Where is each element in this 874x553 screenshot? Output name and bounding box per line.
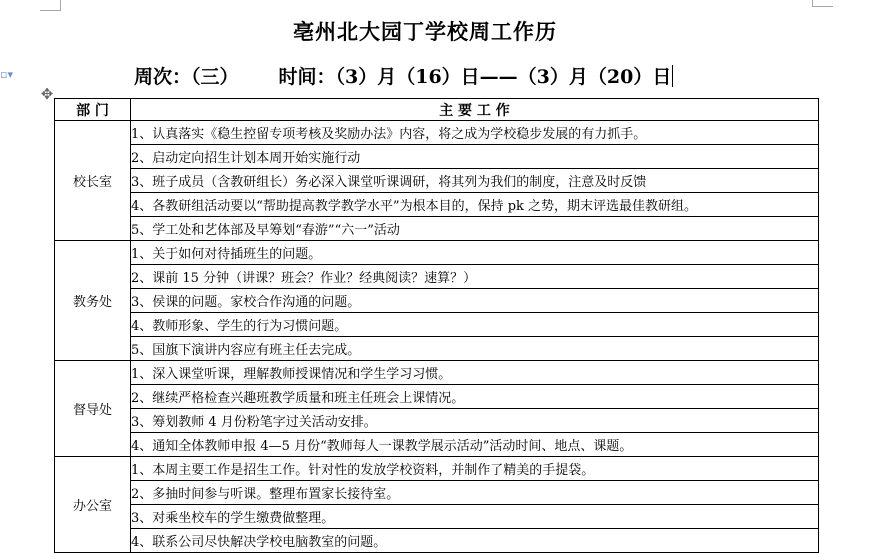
work-item-cell[interactable]: 5、国旗下演讲内容应有班主任去完成。 <box>131 337 819 361</box>
work-item-cell[interactable]: 2、多抽时间参与听课。整理布置家长接待室。 <box>131 481 819 505</box>
paragraph-marker-icon: ▫▾ <box>0 68 13 81</box>
dept-cell[interactable]: 办公室 <box>55 457 131 553</box>
crop-mark-top-left <box>40 0 61 11</box>
time-label: 时间：（3）月（16）日——（3）月（20）日 <box>278 66 672 88</box>
dept-cell[interactable]: 教务处 <box>55 241 131 361</box>
table-row <box>55 529 819 553</box>
work-item-cell[interactable]: 2、启动定向招生计划本周开始实施行动 <box>131 145 819 169</box>
table-row <box>55 385 819 409</box>
work-item-cell[interactable]: 5、学工处和艺体部及早筹划“春游”“六一”活动 <box>131 217 819 241</box>
work-item-cell[interactable]: 3、筹划教师 4 月份粉笔字过关活动安排。 <box>131 409 819 433</box>
work-item-cell[interactable]: 2、课前 15 分钟（讲课？班会？作业？经典阅读？速算？） <box>131 265 819 289</box>
work-item-cell[interactable]: 1、本周主要工作是招生工作。针对性的发放学校资料，并制作了精美的手提袋。 <box>131 457 819 481</box>
week-time-line <box>134 62 673 89</box>
table-row <box>55 193 819 217</box>
table-row <box>55 265 819 289</box>
table-row <box>55 361 819 385</box>
weekly-work-table <box>54 98 819 553</box>
crop-mark-top-right <box>812 0 833 7</box>
header-work: 主 要 工 作 <box>131 99 819 121</box>
work-item-cell[interactable]: 4、通知全体教师申报 4—5 月份“教师每人一课教学展示活动”活动时间、地点、课题。 <box>131 433 819 457</box>
work-item-cell[interactable]: 4、各教研组活动要以“帮助提高教学教学水平”为根本目的，保持 pk 之势，期末评选最佳教研组。 <box>131 193 819 217</box>
table-row <box>55 145 819 169</box>
table-row <box>55 217 819 241</box>
table-row <box>55 313 819 337</box>
text-cursor <box>672 65 673 87</box>
table-row <box>55 409 819 433</box>
table-header-row <box>55 99 819 121</box>
header-dept: 部 门 <box>55 99 131 121</box>
table-row <box>55 337 819 361</box>
work-item-cell[interactable]: 4、教师形象、学生的行为习惯问题。 <box>131 313 819 337</box>
week-label: 周次：（三） <box>134 66 239 88</box>
work-item-cell[interactable]: 1、深入课堂听课，理解教师授课情况和学生学习习惯。 <box>131 361 819 385</box>
work-item-cell[interactable]: 3、侯课的问题。家校合作沟通的问题。 <box>131 289 819 313</box>
table-row <box>55 289 819 313</box>
table-row <box>55 241 819 265</box>
dept-cell[interactable]: 督导处 <box>55 361 131 457</box>
work-item-cell[interactable]: 3、对乘坐校车的学生缴费做整理。 <box>131 505 819 529</box>
table-row <box>55 481 819 505</box>
table-row <box>55 433 819 457</box>
table-row <box>55 121 819 145</box>
table-row <box>55 169 819 193</box>
table-row <box>55 457 819 481</box>
work-item-cell[interactable]: 4、联系公司尽快解决学校电脑教室的问题。 <box>131 529 819 553</box>
page-title: 亳州北大园丁学校周工作历 <box>293 19 557 44</box>
work-item-cell[interactable]: 2、继续严格检查兴趣班教学质量和班主任班会上课情况。 <box>131 385 819 409</box>
table-row <box>55 505 819 529</box>
work-item-cell[interactable]: 1、认真落实《稳生控留专项考核及奖励办法》内容，将之成为学校稳步发展的有力抓手。 <box>131 121 819 145</box>
dept-cell[interactable]: 校长室 <box>55 121 131 241</box>
work-item-cell[interactable]: 3、班子成员（含教研组长）务必深入课堂听课调研，将其列为我们的制度，注意及时反馈 <box>131 169 819 193</box>
work-item-cell[interactable]: 1、关于如何对待插班生的问题。 <box>131 241 819 265</box>
table-move-handle-icon[interactable]: ✥ <box>40 85 54 103</box>
